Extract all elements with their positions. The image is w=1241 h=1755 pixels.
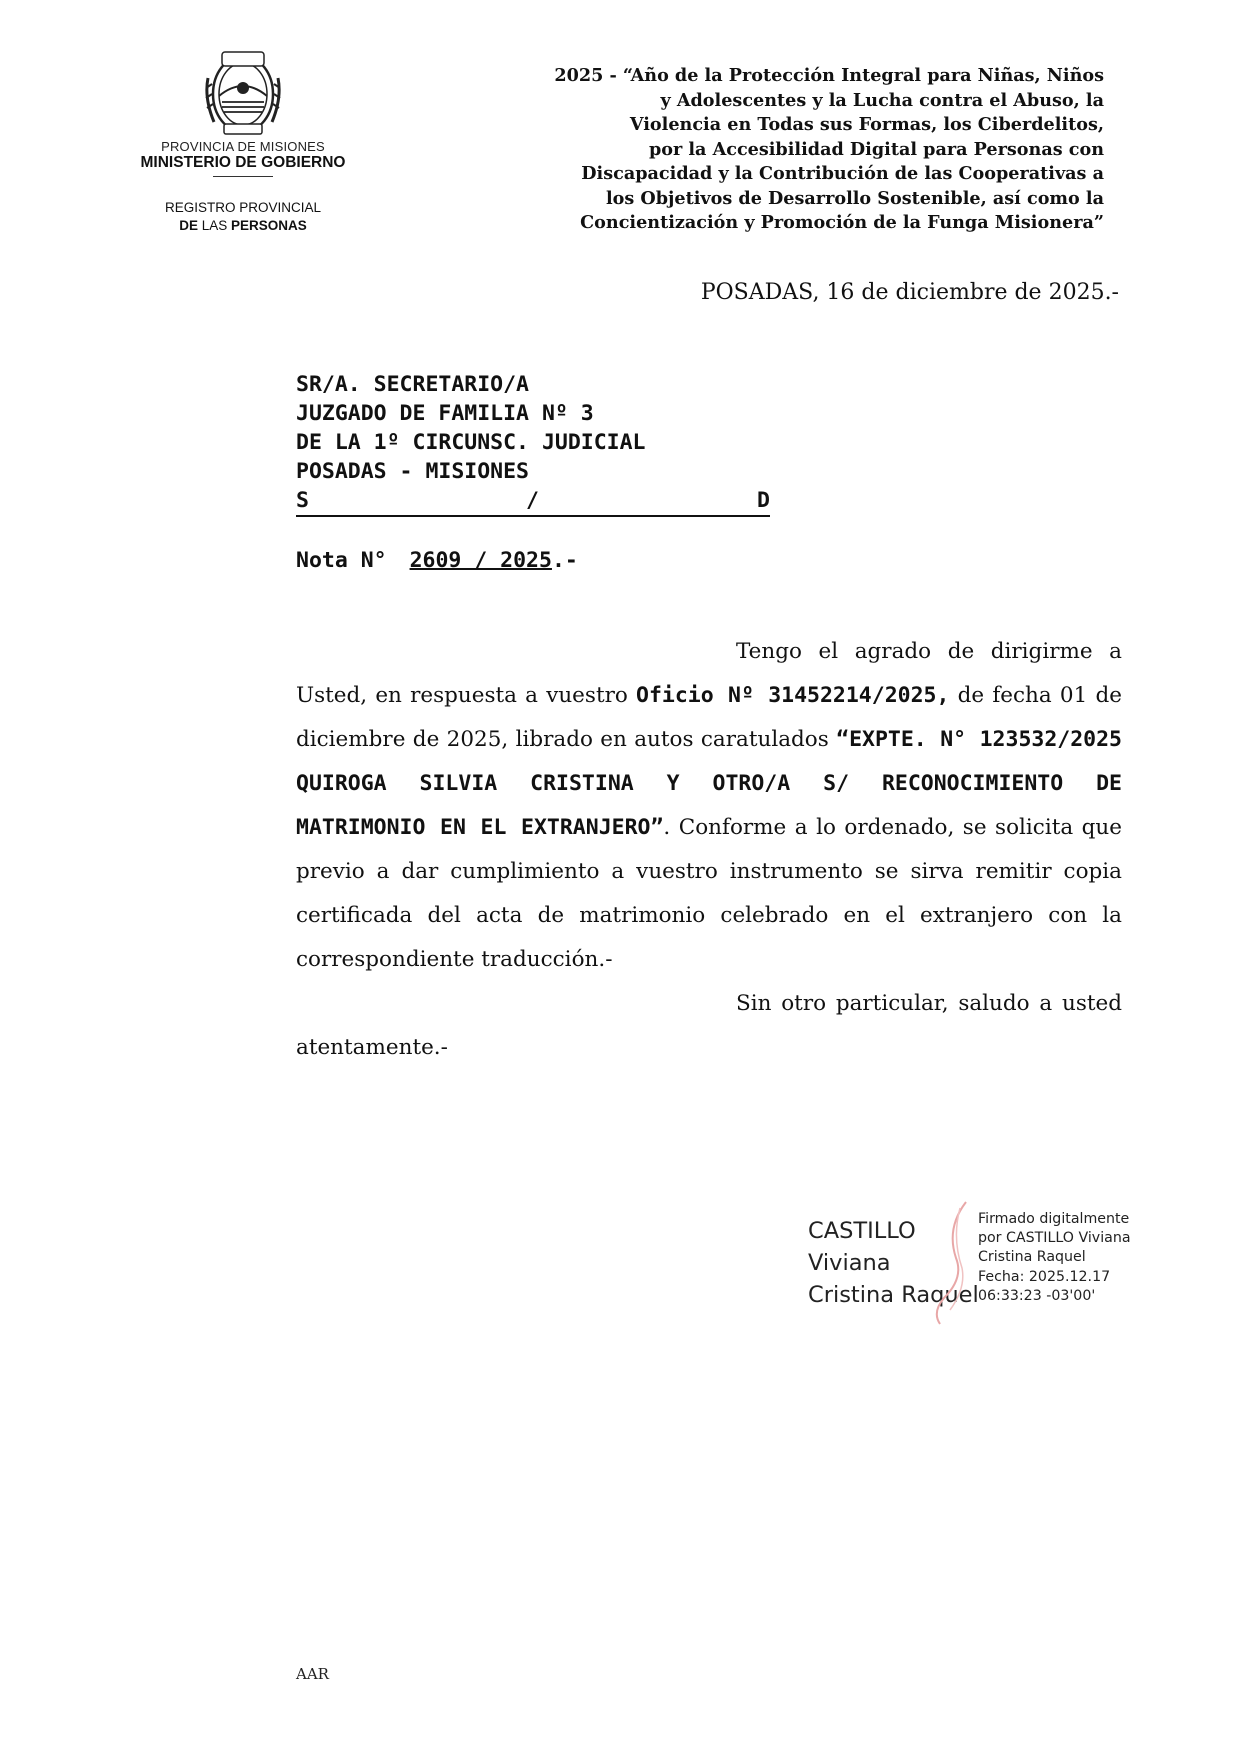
note-suffix: .-: [551, 548, 578, 573]
ministry-logo-block: [118, 48, 368, 235]
sd-slash: /: [526, 488, 539, 513]
case-caption: “EXPTE. N° 123532/2025 QUIROGA SILVIA CRISTINA Y OTRO/A S/ RECONOCIMIENTO DE MATRIMONIO EN EL EXTRANJERO”: [296, 727, 1122, 840]
digital-signature-details: [978, 1210, 1131, 1306]
digital-line-4: Fecha: 2025.12.17: [978, 1268, 1111, 1285]
registry-personas: PERSONAS: [231, 218, 307, 233]
oficio-reference: Oficio Nº 31452214/2025,: [636, 683, 950, 708]
note-number-line: [296, 546, 578, 575]
body-paragraph-1: [296, 630, 1122, 982]
signer-name-line-2: Viviana: [808, 1250, 891, 1276]
registry-de: DE: [179, 218, 202, 233]
su-despacho-line: [296, 486, 770, 517]
addressee-block: [296, 370, 770, 517]
note-number: 2609 / 2025: [409, 548, 552, 573]
year-motto: 2025 - “Año de la Protección Integral para Niñas, Niños y Adolescentes y la Lucha contra el Abuso, la Violencia en Todas sus Formas, los Ciberdelitos, por la Accesibilidad Digital para Personas con Discapacidad y la Contribución de las Cooperativas a los Objetivos de Desarrollo Sostenible, así como la Concientización y Promoción de la Funga Misionera”: [554, 65, 1104, 233]
body-p1-end: . Conforme a lo ordenado, se solicita que previo a dar cumplimiento a vuestro instrumento se sirva remitir copia certificada del acta de matrimonio celebrado en el extranjero con la correspondiente traducción.-: [296, 815, 1122, 972]
place-date: POSADAS, 16 de diciembre de 2025.-: [700, 280, 1119, 305]
addressee-line-3: DE LA 1º CIRCUNSC. JUDICIAL: [296, 430, 646, 455]
body-p1-start: Tengo el agrado de dirigirme a Usted, en respuesta a vuestro: [296, 639, 1122, 708]
signer-name-line-1: CASTILLO: [808, 1218, 916, 1244]
registry-name: [118, 199, 368, 235]
body-p1-mid: de fecha 01 de diciembre de 2025, librado en autos caratulados: [296, 683, 1122, 752]
ministry-name: MINISTERIO DE GOBIERNO: [140, 154, 346, 171]
addressee-line-4: POSADAS - MISIONES: [296, 459, 529, 484]
sd-s: S: [296, 488, 309, 513]
note-label: Nota N°: [296, 548, 400, 573]
addressee-line-1: SR/A. SECRETARIO/A: [296, 372, 529, 397]
digital-line-5: 06:33:23 -03'00': [978, 1287, 1096, 1304]
logo-divider: [213, 176, 273, 177]
registry-line-2: [118, 217, 368, 235]
body-paragraph-2: [296, 982, 1122, 1070]
province-coat-of-arms-icon: [200, 48, 286, 136]
digital-line-2: por CASTILLO Viviana: [978, 1230, 1131, 1247]
addressee-line-2: JUZGADO DE FAMILIA Nº 3: [296, 401, 594, 426]
province-name: PROVINCIA DE MISIONES: [161, 139, 325, 154]
author-initials: AAR: [296, 1665, 329, 1683]
closing-text: Sin otro particular, saludo a usted atentamente.-: [296, 991, 1122, 1060]
registry-las: LAS: [201, 218, 231, 233]
registry-line-1: REGISTRO PROVINCIAL: [164, 200, 322, 215]
digital-line-3: Cristina Raquel: [978, 1249, 1086, 1266]
sd-d: D: [757, 488, 770, 513]
digital-line-1: Firmado digitalmente: [978, 1211, 1130, 1227]
letter-body: [296, 630, 1122, 1070]
digital-signature-mark-icon: [926, 1198, 976, 1328]
signer-name-line-3: Cristina Raquel: [808, 1282, 979, 1308]
